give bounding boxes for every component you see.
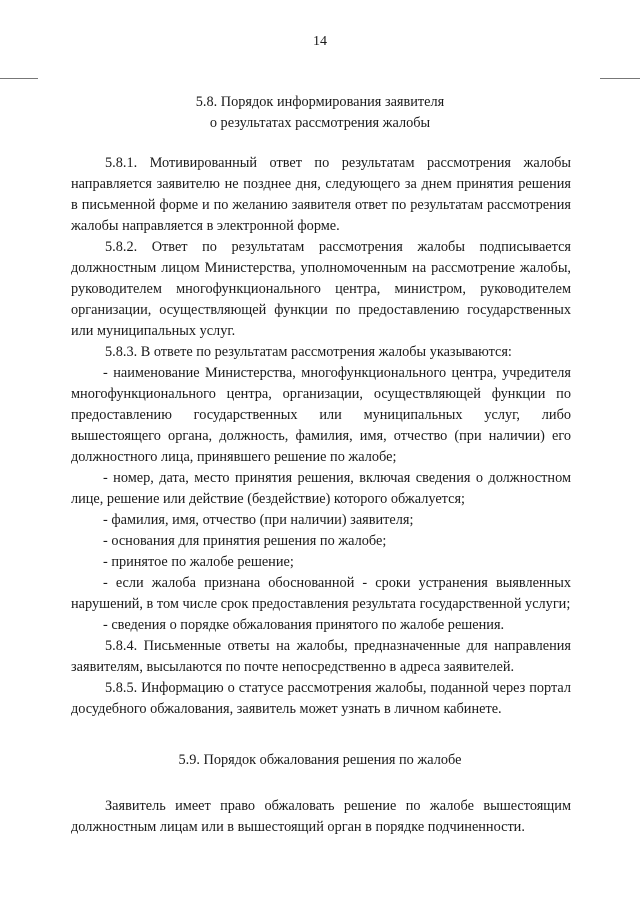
paragraph-5-8-4: 5.8.4. Письменные ответы на жалобы, предназначенные для направления заявителям, высылаются по почте непосредственно в адреса заявителей.: [71, 638, 571, 675]
list-item: - принятое по жалобе решение;: [103, 554, 294, 570]
scan-artifact: [0, 78, 38, 79]
section-5-8-heading: [60, 92, 580, 133]
list-item: - номер, дата, место принятия решения, включая сведения о должностном лице, решение или действие (бездействие) которого обжалуется;: [71, 470, 571, 507]
list-item: - если жалоба признана обоснованной - сроки устранения выявленных нарушений, в том числе срок предоставления результата государственной услуги;: [71, 575, 571, 612]
section-5-9-body: [71, 796, 571, 838]
list-item: - наименование Министерства, многофункционального центра, учредителя многофункционального центра, организации, осуществляющей функции по предоставлению государственных или муниципальных услуг, либо вышестоящего органа, должность, фамилия, имя, отчество (при наличии) его должностного лица, принявшего решение по жалобе;: [71, 365, 571, 465]
section-5-8-title-line-2: о результатах рассмотрения жалобы: [209, 114, 431, 131]
section-5-9-heading: 5.9. Порядок обжалования решения по жалобе: [178, 752, 462, 768]
paragraph-5-9: Заявитель имеет право обжаловать решение по жалобе вышестоящим должностным лицам или в вышестоящий орган в порядке подчиненности.: [71, 798, 571, 835]
paragraph-5-8-2: 5.8.2. Ответ по результатам рассмотрения жалобы подписывается должностным лицом Министерства, уполномоченным на рассмотрение жалобы, руководителем многофункционального центра, министром, руководителем организации, осуществляющей функции по предоставлению государственных или муниципальных услуг.: [71, 239, 571, 339]
paragraph-5-8-5: 5.8.5. Информацию о статусе рассмотрения жалобы, поданной через портал досудебного обжалования, заявитель может узнать в личном кабинете.: [71, 680, 571, 717]
paragraph-5-8-1: 5.8.1. Мотивированный ответ по результатам рассмотрения жалобы направляется заявителю не позднее дня, следующего за днем принятия решения в письменной форме и по желанию заявителя ответ по результатам рассмотрения жалобы направляется в электронной форме.: [71, 155, 571, 234]
section-5-8-title-line-1: 5.8. Порядок информирования заявителя: [195, 94, 445, 110]
list-item: - основания для принятия решения по жалобе;: [103, 533, 387, 549]
page-number: 14: [313, 34, 327, 49]
list-item: - фамилия, имя, отчество (при наличии) заявителя;: [103, 512, 414, 528]
section-5-8-body: [71, 153, 571, 720]
paragraph-5-8-3: 5.8.3. В ответе по результатам рассмотрения жалобы указываются:: [105, 344, 512, 360]
scan-artifact: [600, 78, 640, 79]
list-item: - сведения о порядке обжалования принятого по жалобе решения.: [103, 617, 505, 633]
